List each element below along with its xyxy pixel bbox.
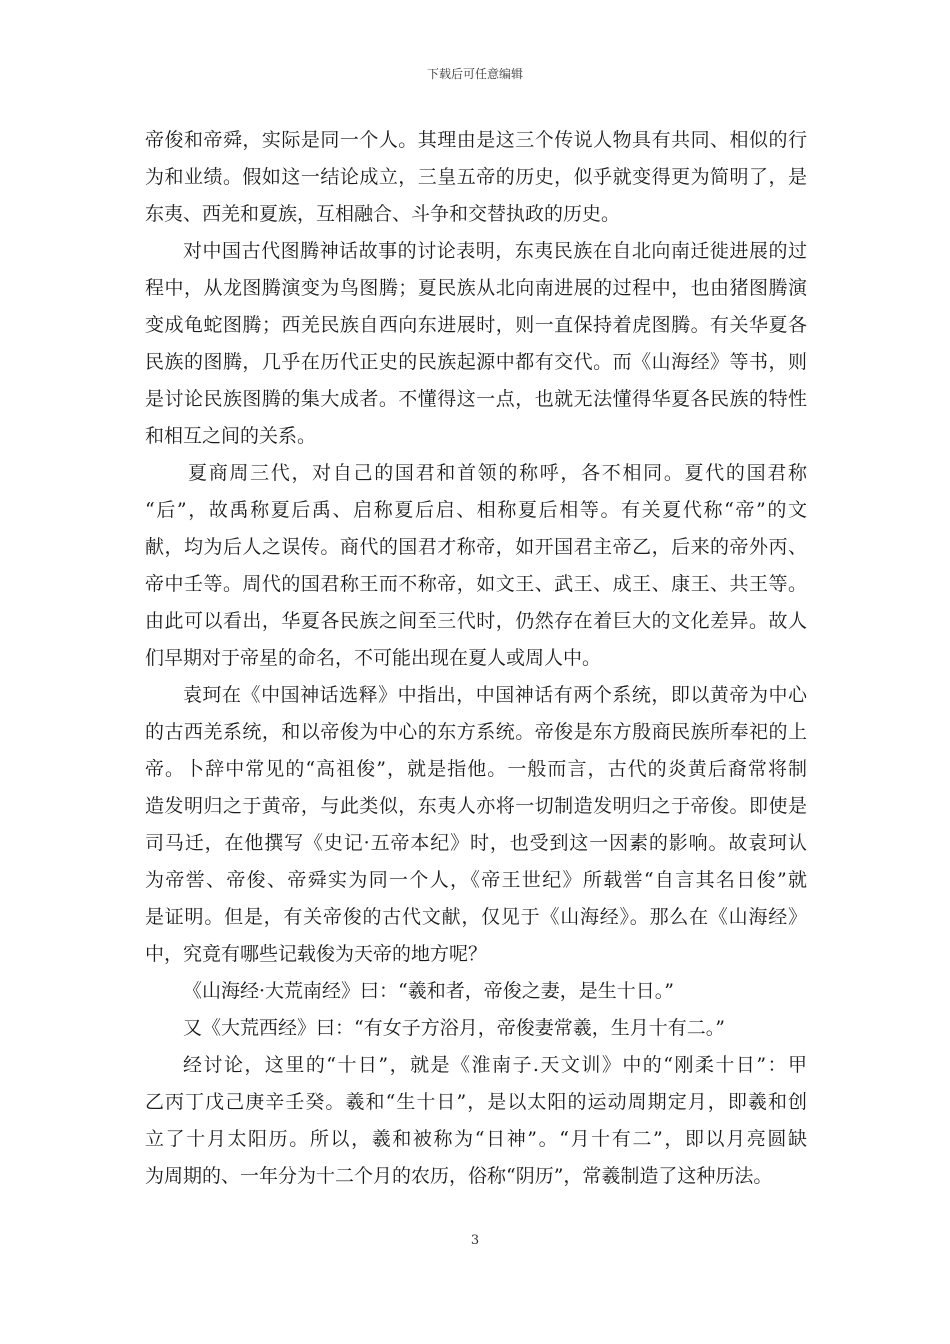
- text-line: 为帝喾、帝俊、帝舜实为同一个人，《帝王世纪》所载喾“自言其名日俊”就: [145, 869, 807, 891]
- text-line: 帝。卜辞中常见的“高祖俊”，就是指他。一般而言，古代的炎黄后裔常将制: [145, 758, 807, 780]
- text-line: 袁珂在《中国神话选释》中指出，中国神话有两个系统，即以黄帝为中心: [183, 684, 807, 706]
- page-number: 3: [470, 1233, 480, 1248]
- text-line: 司马迁，在他撰写《史记·五帝本纪》时，也受到这一因素的影响。故袁珂认: [145, 832, 807, 854]
- document-body: [145, 122, 807, 1195]
- text-line: 立了十月太阳历。所以，羲和被称为“日神”。“月十有二”，即以月亮圆缺: [145, 1128, 807, 1150]
- text-line: 为周期的、一年分为十二个月的农历，俗称“阴历”，常羲制造了这种历法。: [145, 1165, 773, 1187]
- text-line: 程中，从龙图腾演变为鸟图腾；夏民族从北向南进展的过程中，也由猪图腾演: [145, 277, 807, 299]
- text-line: 《山海经·大荒南经》曰：“羲和者，帝俊之妻，是生十日。”: [183, 980, 674, 1002]
- text-line: 帝中壬等。周代的国君称王而不称帝，如文王、武王、成王、康王、共王等。: [145, 573, 807, 595]
- text-line: 变成龟蛇图腾；西羌民族自西向东进展时，则一直保持着虎图腾。有关华夏各: [145, 314, 807, 336]
- text-line: 是证明。但是，有关帝俊的古代文献，仅见于《山海经》。那么在《山海经》: [145, 906, 807, 928]
- text-line: 和相互之间的关系。: [145, 425, 317, 447]
- text-line: 东夷、西羌和夏族，互相融合、斗争和交替执政的历史。: [145, 203, 621, 225]
- text-line: 经讨论，这里的“十日”，就是《淮南子.天文训》中的“刚柔十日”：甲: [183, 1054, 807, 1076]
- text-line: 由此可以看出，华夏各民族之间至三代时，仍然存在着巨大的文化差异。故人: [145, 610, 807, 632]
- text-line: 帝俊和帝舜，实际是同一个人。其理由是这三个传说人物具有共同、相似的行: [145, 129, 807, 151]
- text-line: 民族的图腾，几乎在历代正史的民族起源中都有交代。而《山海经》等书，则: [145, 351, 807, 373]
- text-line: 夏商周三代，对自己的国君和首领的称呼，各不相同。夏代的国君称: [188, 462, 807, 484]
- text-line: 的古西羌系统，和以帝俊为中心的东方系统。帝俊是东方殷商民族所奉祀的上: [145, 721, 807, 743]
- text-line: “后”，故禹称夏后禹、启称夏后启、相称夏后相等。有关夏代称“帝”的文: [145, 499, 807, 521]
- page-header: 下载后可任意编辑: [426, 67, 523, 81]
- text-line: 是讨论民族图腾的集大成者。不懂得这一点，也就无法懂得华夏各民族的特性: [145, 388, 807, 410]
- text-line: 为和业绩。假如这一结论成立，三皇五帝的历史，似乎就变得更为简明了，是: [145, 166, 807, 188]
- text-line: 献，均为后人之误传。商代的国君才称帝，如开国君主帝乙，后来的帝外丙、: [145, 536, 807, 558]
- text-line: 造发明归之于黄帝，与此类似，东夷人亦将一切制造发明归之于帝俊。即使是: [145, 795, 807, 817]
- text-line: 乙丙丁戊己庚辛壬癸。羲和“生十日”，是以太阳的运动周期定月，即羲和创: [145, 1091, 807, 1113]
- text-line: 中，究竟有哪些记载俊为天帝的地方呢？: [145, 943, 488, 965]
- text-line: 又《大荒西经》曰：“有女子方浴月，帝俊妻常羲，生月十有二。”: [183, 1017, 725, 1039]
- text-line: 们早期对于帝星的命名，不可能出现在夏人或周人中。: [145, 647, 602, 669]
- text-line: 对中国古代图腾神话故事的讨论表明，东夷民族在自北向南迁徙进展的过: [183, 240, 807, 262]
